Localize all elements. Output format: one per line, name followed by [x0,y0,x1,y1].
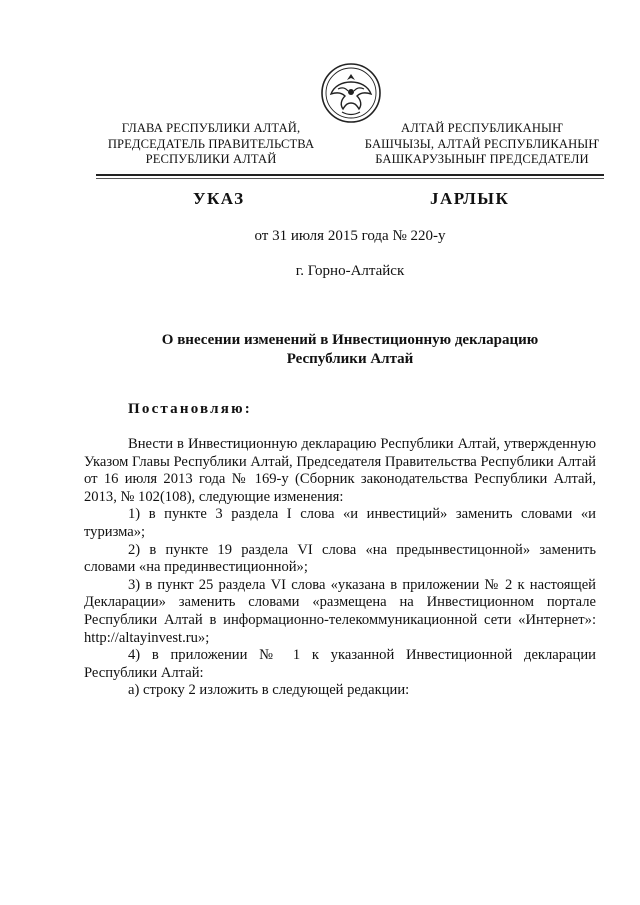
decree-date-number: от 31 июля 2015 года № 220-у [254,228,446,244]
header-divider-thick [96,174,604,176]
body-paragraph: 1) в пункте 3 раздела I слова «и инвестиций» заменить словами «и туризма»; [84,506,596,540]
header-left-line: ГЛАВА РЕСПУБЛИКИ АЛТАЙ, [121,121,301,135]
body-paragraph: 2) в пункте 19 раздела VI слова «на предынвестицонной» заменить словами «на прединвестиционной»; [84,541,596,576]
title-ukaz: УКАЗ [193,189,245,208]
coat-of-arms-emblem [320,62,382,124]
body-paragraph: Внести в Инвестиционную декларацию Республики Алтай, утвержденную Указом Главы Республики Алтай, Председателя Правительства Республики Алтай от 16 июля 2013 года № 169-у (Сборник законодательства Республики Алтай, 2013, № 102(108), следующие изменения: [84,436,596,505]
header-left-line: ПРЕДСЕДАТЕЛЬ ПРАВИТЕЛЬСТВА [107,136,315,151]
header-left-block [100,121,322,168]
body-paragraph: 3) в пункт 25 раздела VI слова «указана в приложении № 2 к настоящей Декларации» заменить словами «размещена на Инвестиционном портале Республики Алтай в информационно-телекоммуникационной сети «Интернет»: http://altayinvest.ru»; [84,576,596,646]
header-right-line: БАШЧЫЗЫ, АЛТАЙ РЕСПУБЛИКАНЫҤ [364,136,600,151]
subject-line: Республики Алтай [286,351,414,367]
header-right-block [362,121,602,168]
title-jarlyk: JАРЛЫК [430,189,510,208]
subject-line: О внесении изменений в Инвестиционную декларацию [161,332,539,348]
body-paragraph: 4) в приложении № 1 к указанной Инвестиционной декларации Республики Алтай: [84,647,596,681]
header-divider-thin [96,178,604,179]
header-left-line: РЕСПУБЛИКИ АЛТАЙ [145,152,277,166]
header-right-line: АЛТАЙ РЕСПУБЛИКАНЫҤ [401,121,563,135]
city-line: г. Горно-Алтайск [295,263,405,279]
postanovlyayu-heading: Постановляю: [128,401,252,417]
decree-body [84,436,596,700]
header-right-line: БАШКАРУЗЫНЫҤ ПРЕДСЕДАТЕЛИ [375,152,589,166]
decree-subject [96,331,604,369]
body-paragraph: а) строку 2 изложить в следующей редакции: [128,682,410,699]
